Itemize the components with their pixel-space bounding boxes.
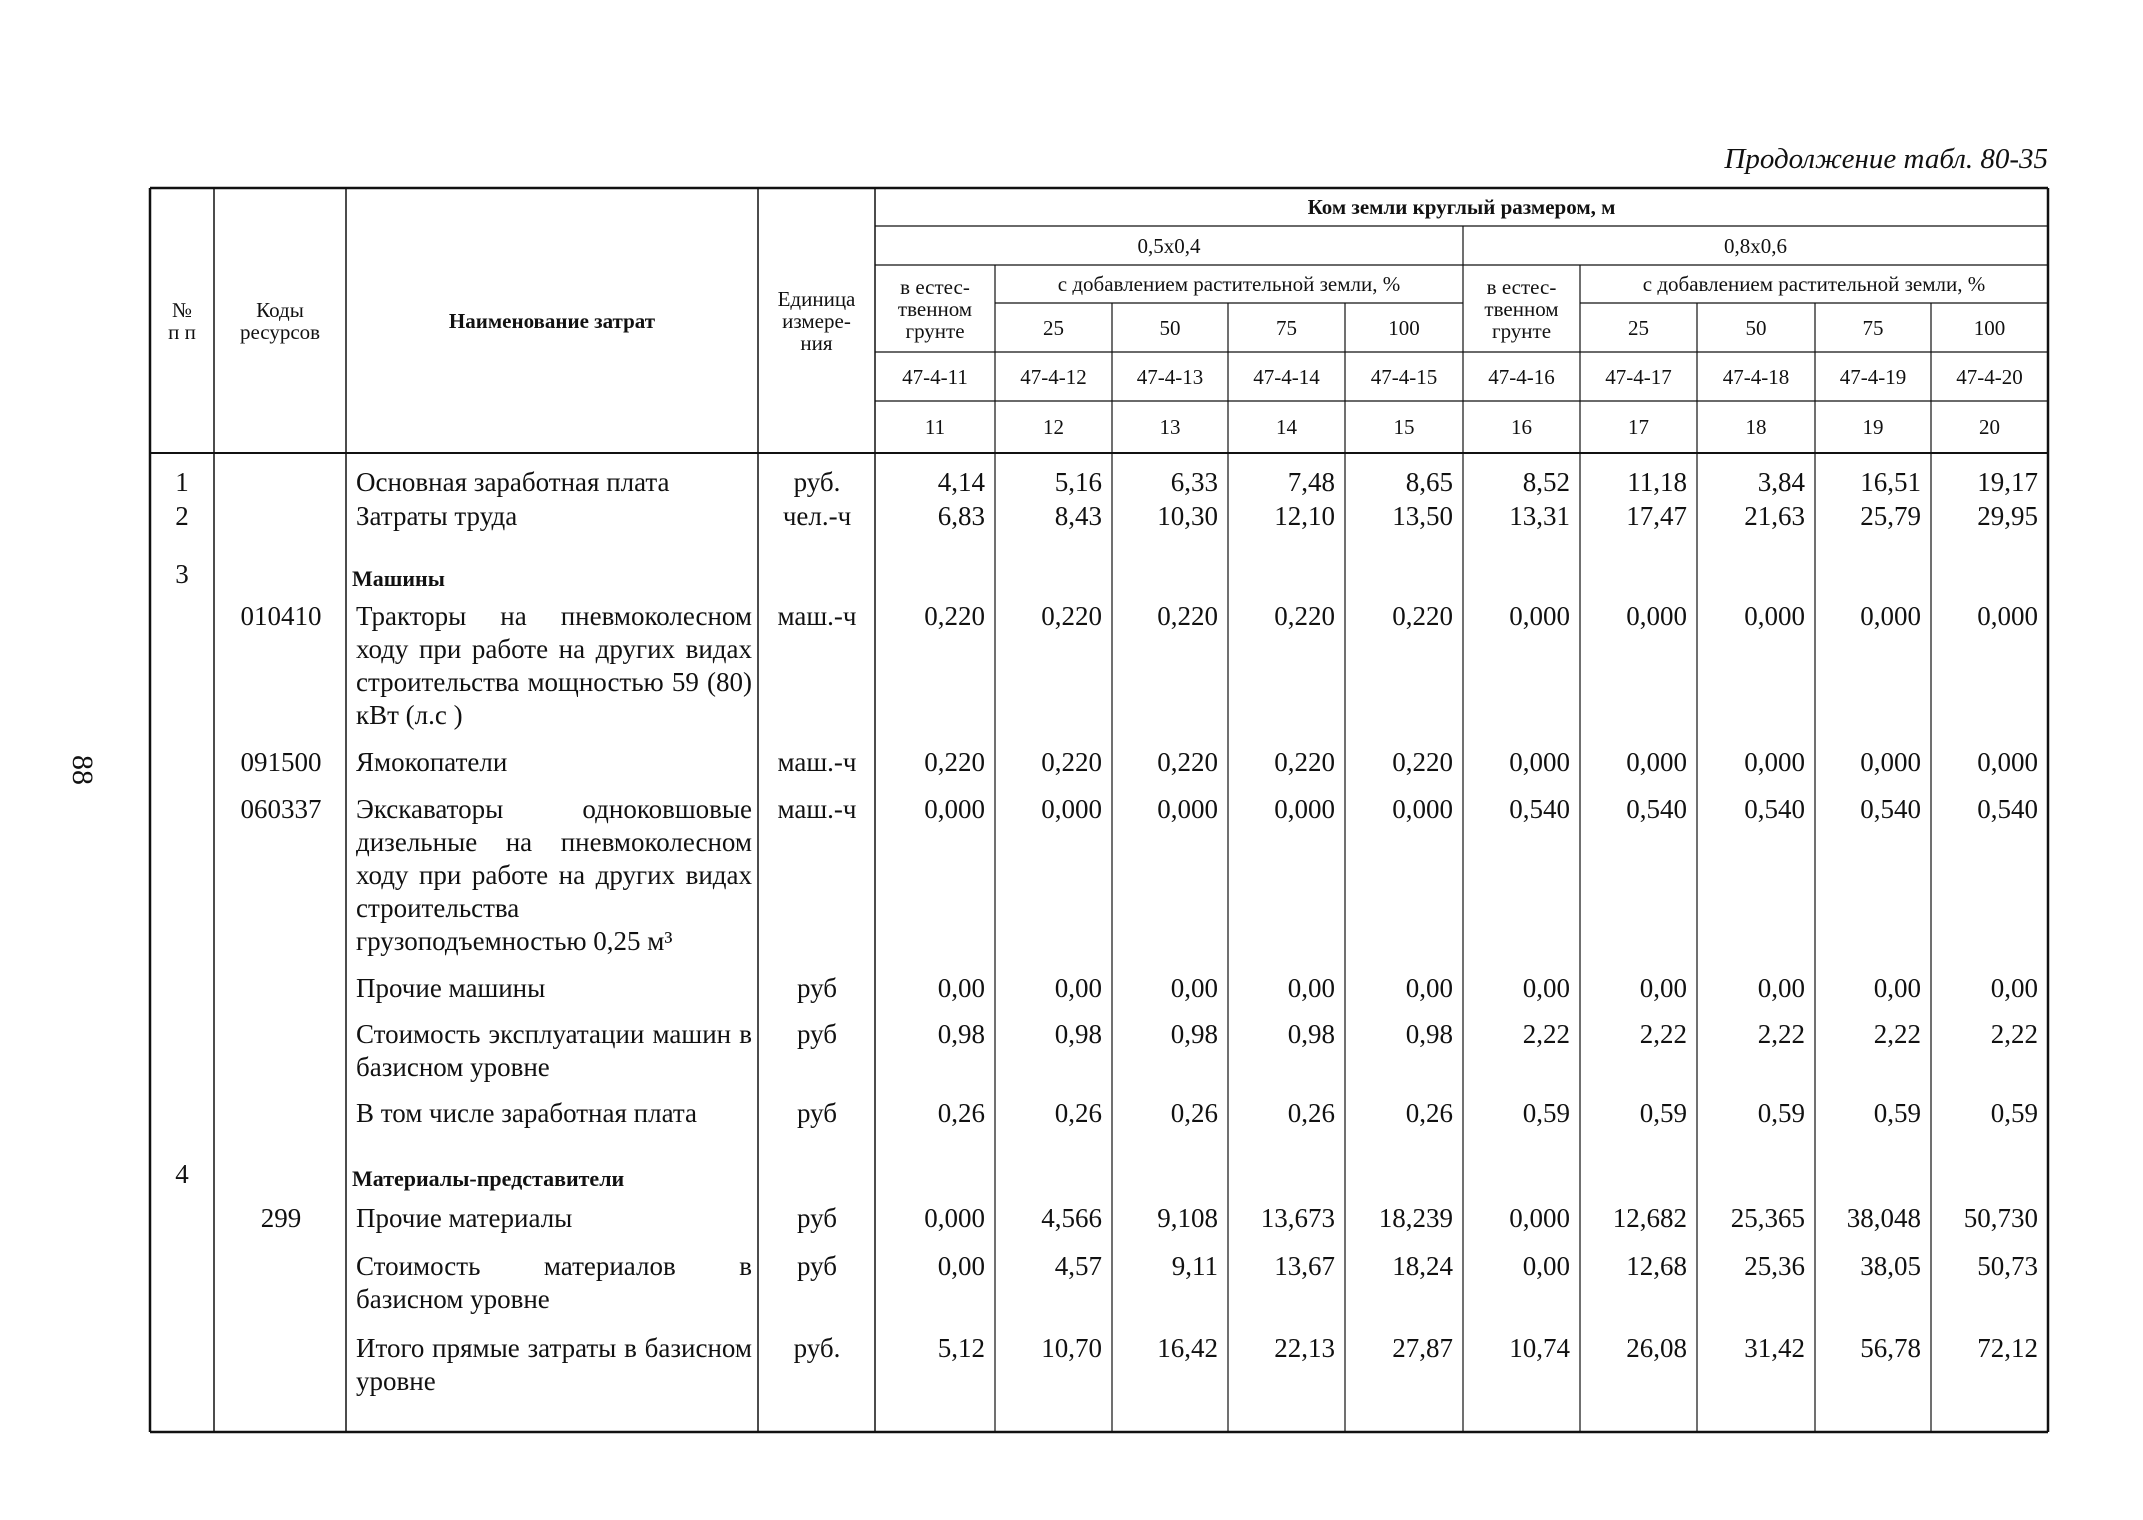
header-percent: 50 — [1159, 315, 1181, 340]
header-col-number: 11 — [924, 415, 946, 439]
cell-value: 0,000 — [1157, 794, 1218, 824]
resource-code: 091500 — [240, 747, 322, 777]
header-col-number: 19 — [1862, 415, 1884, 439]
header-col-number: 17 — [1628, 415, 1649, 439]
cost-name: Ямокопатели — [356, 747, 508, 777]
header-name: Наименование затрат — [448, 308, 656, 333]
cell-value: 0,59 — [1873, 1098, 1921, 1128]
cell-value: 13,673 — [1260, 1203, 1335, 1233]
cost-name: Тракторы на пневмоколесном ходу при работе на других видах строительства мощностью 59 (80) кВт (л.с ) — [356, 601, 752, 730]
cell-value: 9,108 — [1157, 1203, 1218, 1233]
cell-value: 0,540 — [1744, 794, 1805, 824]
cell-value: 0,000 — [1274, 794, 1335, 824]
cell-value: 0,220 — [1157, 601, 1218, 631]
cell-value: 0,26 — [1287, 1098, 1335, 1128]
resource-code: 010410 — [240, 601, 322, 631]
cell-value: 6,33 — [1170, 467, 1218, 497]
cell-value: 0,00 — [1287, 973, 1335, 1003]
cell-value: 21,63 — [1744, 501, 1805, 531]
cell-value: 0,000 — [924, 794, 985, 824]
cell-value: 8,65 — [1405, 467, 1453, 497]
resource-code: 060337 — [240, 794, 322, 824]
cell-value: 12,10 — [1274, 501, 1335, 531]
cell-value: 0,000 — [1977, 601, 2038, 631]
header-codes: Коды ресурсов — [239, 297, 321, 344]
header-rate-code: 47-4-15 — [1370, 364, 1438, 389]
unit: руб — [796, 1251, 838, 1281]
header-additive: с добавлением растительной земли, % — [1057, 272, 1401, 296]
header-size: 0,5х0,4 — [1137, 233, 1201, 258]
cell-value: 0,98 — [1054, 1019, 1102, 1049]
page-number: 88 — [66, 755, 99, 785]
cell-value: 0,98 — [1170, 1019, 1218, 1049]
cell-value: 13,50 — [1392, 501, 1453, 531]
unit: руб — [796, 1203, 838, 1233]
cell-value: 10,70 — [1041, 1333, 1102, 1363]
cell-value: 13,67 — [1274, 1251, 1335, 1281]
cell-value: 0,00 — [937, 1251, 985, 1281]
cell-value: 0,59 — [1990, 1098, 2038, 1128]
cell-value: 0,220 — [1392, 747, 1453, 777]
cell-value: 2,22 — [1522, 1019, 1570, 1049]
cell-value: 0,26 — [1405, 1098, 1453, 1128]
cell-value: 0,98 — [1287, 1019, 1335, 1049]
cell-value: 0,59 — [1639, 1098, 1687, 1128]
cell-value: 0,00 — [1757, 973, 1805, 1003]
header-natural: в естес- твенном грунте — [897, 274, 973, 343]
cell-value: 2,22 — [1757, 1019, 1805, 1049]
cell-value: 22,13 — [1274, 1333, 1335, 1363]
row-number: 3 — [175, 559, 189, 589]
header-no: № п п — [168, 297, 196, 344]
cell-value: 0,000 — [1041, 794, 1102, 824]
cell-value: 0,220 — [1392, 601, 1453, 631]
cell-value: 0,00 — [1170, 973, 1218, 1003]
unit: руб — [796, 1019, 838, 1049]
cell-value: 18,24 — [1392, 1251, 1453, 1281]
cell-value: 6,83 — [937, 501, 985, 531]
cell-value: 17,47 — [1626, 501, 1687, 531]
cell-value: 29,95 — [1977, 501, 2038, 531]
cell-value: 0,220 — [1041, 601, 1102, 631]
header-rate-code: 47-4-13 — [1136, 364, 1204, 389]
unit: маш.-ч — [777, 794, 857, 824]
cell-value: 18,239 — [1378, 1203, 1453, 1233]
cell-value: 0,000 — [1744, 601, 1805, 631]
cell-value: 19,17 — [1977, 467, 2038, 497]
cell-value: 0,000 — [1860, 601, 1921, 631]
cost-name: Затраты труда — [356, 501, 518, 531]
row-number: 2 — [175, 501, 189, 531]
cell-value: 0,98 — [1405, 1019, 1453, 1049]
cell-value: 0,000 — [1509, 1203, 1570, 1233]
section-title: Машины — [352, 566, 445, 591]
section-title: Материалы-представители — [352, 1166, 625, 1191]
cell-value: 0,98 — [937, 1019, 985, 1049]
cell-value: 8,52 — [1522, 467, 1570, 497]
cost-name: Стоимость материалов в базисном уровне — [356, 1251, 752, 1314]
row-number: 1 — [175, 467, 189, 497]
cell-value: 0,540 — [1860, 794, 1921, 824]
cell-value: 2,22 — [1639, 1019, 1687, 1049]
cell-value: 0,000 — [1509, 601, 1570, 631]
cell-value: 0,540 — [1626, 794, 1687, 824]
cell-value: 0,59 — [1757, 1098, 1805, 1128]
header-rate-code: 47-4-19 — [1839, 364, 1907, 389]
cell-value: 5,16 — [1054, 467, 1102, 497]
unit: руб — [796, 973, 838, 1003]
cell-value: 25,79 — [1860, 501, 1921, 531]
cost-name: Итого прямые затраты в базисном уровне — [356, 1333, 752, 1396]
cell-value: 0,00 — [1990, 973, 2038, 1003]
cell-value: 0,220 — [924, 747, 985, 777]
cell-value: 50,73 — [1977, 1251, 2038, 1281]
header-col-number: 16 — [1511, 415, 1532, 439]
cell-value: 0,59 — [1522, 1098, 1570, 1128]
cell-value: 0,000 — [1626, 747, 1687, 777]
header-unit: Единица измере- ния — [777, 286, 856, 355]
header-percent: 25 — [1043, 315, 1064, 340]
header-group-title: Ком земли круглый размером, м — [1307, 195, 1616, 219]
cell-value: 0,26 — [1054, 1098, 1102, 1128]
header-rate-code: 47-4-12 — [1020, 364, 1087, 389]
cell-value: 5,12 — [937, 1333, 985, 1363]
cell-value: 0,00 — [1522, 973, 1570, 1003]
cell-value: 0,220 — [1274, 747, 1335, 777]
cell-value: 38,05 — [1860, 1251, 1921, 1281]
cell-value: 0,26 — [1170, 1098, 1218, 1128]
header-col-number: 14 — [1276, 415, 1297, 439]
cell-value: 0,220 — [1041, 747, 1102, 777]
cell-value: 0,220 — [924, 601, 985, 631]
header-size: 0,8х0,6 — [1724, 233, 1787, 258]
cell-value: 56,78 — [1860, 1333, 1921, 1363]
header-rate-code: 47-4-18 — [1722, 364, 1790, 389]
header-percent: 100 — [1973, 315, 2006, 340]
cost-name: Прочие материалы — [356, 1203, 573, 1233]
cost-name: Стоимость эксплуатации машин в базисном уровне — [356, 1019, 752, 1082]
cell-value: 0,000 — [1744, 747, 1805, 777]
cell-value: 0,000 — [1509, 747, 1570, 777]
cell-value: 10,30 — [1157, 501, 1218, 531]
cell-value: 0,000 — [1626, 601, 1687, 631]
header-percent: 75 — [1276, 315, 1297, 340]
cell-value: 0,000 — [1860, 747, 1921, 777]
cell-value: 16,51 — [1860, 467, 1921, 497]
unit: руб. — [793, 467, 841, 497]
cell-value: 26,08 — [1626, 1333, 1687, 1363]
cell-value: 4,14 — [937, 467, 985, 497]
cell-value: 0,000 — [1392, 794, 1453, 824]
unit: руб — [796, 1098, 838, 1128]
cell-value: 11,18 — [1627, 467, 1687, 497]
header-col-number: 18 — [1745, 415, 1767, 439]
cell-value: 0,000 — [924, 1203, 985, 1233]
header-percent: 50 — [1745, 315, 1767, 340]
cell-value: 0,00 — [1522, 1251, 1570, 1281]
row-number: 4 — [175, 1159, 189, 1189]
cell-value: 31,42 — [1744, 1333, 1805, 1363]
header-col-number: 15 — [1393, 415, 1415, 439]
cell-value: 12,68 — [1626, 1251, 1687, 1281]
header-col-number: 20 — [1979, 415, 2000, 439]
cell-value: 12,682 — [1612, 1203, 1687, 1233]
header-percent: 100 — [1388, 315, 1420, 340]
cell-value: 72,12 — [1977, 1333, 2038, 1363]
header-rate-code: 47-4-14 — [1253, 364, 1320, 389]
unit: чел.-ч — [782, 501, 852, 531]
cell-value: 8,43 — [1054, 501, 1102, 531]
cell-value: 13,31 — [1509, 501, 1570, 531]
cell-value: 0,26 — [937, 1098, 985, 1128]
cost-name: Прочие машины — [356, 973, 546, 1003]
header-rate-code: 47-4-16 — [1488, 364, 1555, 389]
cell-value: 0,000 — [1977, 747, 2038, 777]
cell-value: 7,48 — [1287, 467, 1335, 497]
cell-value: 0,00 — [937, 973, 985, 1003]
cell-value: 3,84 — [1757, 467, 1805, 497]
header-percent: 25 — [1628, 315, 1649, 340]
cell-value: 38,048 — [1846, 1203, 1921, 1233]
cell-value: 0,00 — [1639, 973, 1687, 1003]
cell-value: 2,22 — [1873, 1019, 1921, 1049]
unit: маш.-ч — [777, 601, 857, 631]
cell-value: 50,730 — [1963, 1203, 2038, 1233]
cell-value: 0,00 — [1054, 973, 1102, 1003]
header-rate-code: 47-4-17 — [1605, 364, 1672, 389]
header-col-number: 12 — [1043, 415, 1064, 439]
cost-name: Экскаваторы одноковшовые дизельные на пневмоколесном ходу при работе на других видах строительства грузоподъемностью 0,25 м³ — [356, 794, 752, 956]
header-rate-code: 47-4-11 — [902, 364, 968, 389]
cost-name: Основная заработная плата — [356, 467, 670, 497]
cell-value: 0,220 — [1157, 747, 1218, 777]
cell-value: 27,87 — [1392, 1333, 1453, 1363]
cell-value: 0,00 — [1873, 973, 1921, 1003]
cell-value: 0,540 — [1509, 794, 1570, 824]
header-rate-code: 47-4-20 — [1956, 364, 2023, 389]
header-additive: с добавлением растительной земли, % — [1642, 272, 1986, 296]
unit: маш.-ч — [777, 747, 857, 777]
unit: руб. — [793, 1333, 841, 1363]
cell-value: 9,11 — [1171, 1251, 1218, 1281]
cell-value: 0,220 — [1274, 601, 1335, 631]
cell-value: 4,566 — [1041, 1203, 1102, 1233]
table-caption: Продолжение табл. 80-35 — [1724, 143, 2048, 175]
cell-value: 25,365 — [1730, 1203, 1805, 1233]
resource-code: 299 — [260, 1203, 302, 1233]
cell-value: 4,57 — [1054, 1251, 1102, 1281]
cell-value: 0,540 — [1977, 794, 2038, 824]
cell-value: 10,74 — [1509, 1333, 1570, 1363]
cost-name: В том числе заработная плата — [356, 1098, 697, 1128]
cell-value: 16,42 — [1157, 1333, 1218, 1363]
cell-value: 0,00 — [1405, 973, 1453, 1003]
cell-value: 25,36 — [1744, 1251, 1805, 1281]
header-natural: в естес- твенном грунте — [1484, 274, 1559, 343]
header-percent: 75 — [1862, 315, 1884, 340]
header-col-number: 13 — [1159, 415, 1181, 439]
cell-value: 2,22 — [1990, 1019, 2038, 1049]
